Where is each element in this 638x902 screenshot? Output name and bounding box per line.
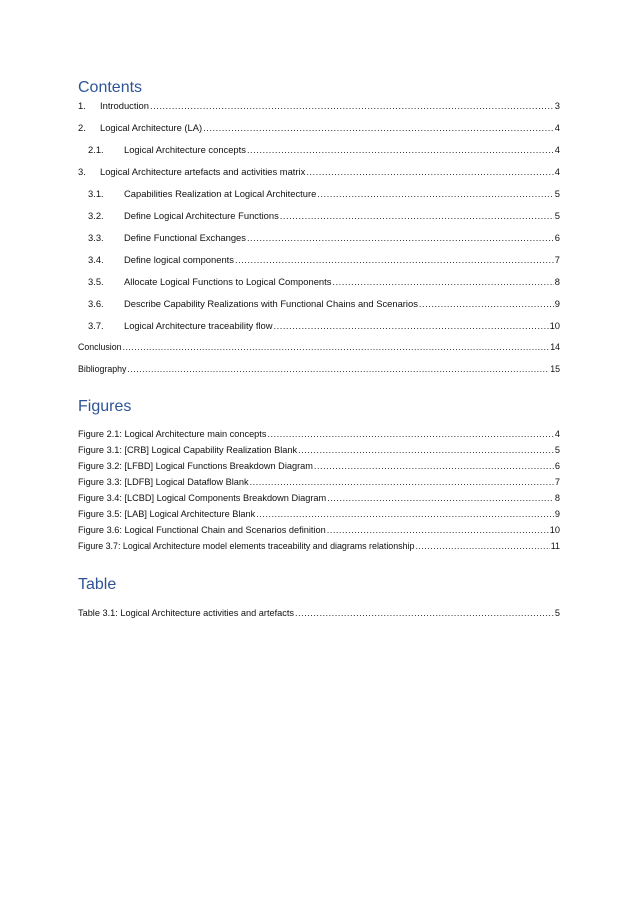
dot-leader — [306, 166, 553, 177]
dot-leader — [150, 100, 554, 111]
toc-page-number: 7 — [554, 254, 560, 265]
figure-entry[interactable] — [78, 524, 560, 536]
figure-title: Figure 3.6: Logical Functional Chain and Scenarios definition — [78, 525, 326, 535]
toc-number: 3.2. — [88, 210, 104, 221]
toc-number: 3.4. — [88, 254, 104, 265]
dot-leader — [314, 460, 554, 472]
toc-title: Logical Architecture traceability flow — [124, 320, 273, 331]
toc-title: Define Logical Architecture Functions — [124, 210, 279, 221]
toc-page-number: 8 — [554, 276, 560, 287]
dot-leader — [250, 476, 554, 488]
toc-page-number: 10 — [549, 320, 560, 331]
toc-number: 3.5. — [88, 276, 104, 287]
figure-title: Figure 3.3: [LDFB] Logical Dataflow Blank — [78, 477, 249, 487]
dot-leader — [123, 342, 550, 353]
toc-entry[interactable] — [78, 276, 560, 287]
toc-number: 2. — [78, 122, 86, 133]
toc-title: Bibliography — [78, 364, 127, 374]
dot-leader — [247, 232, 554, 243]
toc-page-number: 15 — [550, 364, 560, 374]
toc-page-number: 5 — [554, 210, 560, 221]
toc-title: Logical Architecture artefacts and activities matrix — [100, 166, 306, 177]
figure-title: Figure 3.4: [LCBD] Logical Components Breakdown Diagram — [78, 493, 327, 503]
toc-entry[interactable] — [78, 144, 560, 155]
toc-number: 3.7. — [88, 320, 104, 331]
dot-leader — [317, 188, 553, 199]
dot-leader — [327, 524, 549, 536]
toc-title: Conclusion — [78, 342, 122, 352]
figure-title: Figure 2.1: Logical Architecture main concepts — [78, 429, 267, 439]
dot-leader — [247, 144, 554, 155]
toc-page-number: 3 — [554, 100, 560, 111]
toc-page-number: 4 — [554, 122, 560, 133]
toc-entry[interactable] — [78, 298, 560, 309]
figure-title: Figure 3.2: [LFBD] Logical Functions Breakdown Diagram — [78, 461, 313, 471]
dot-leader — [298, 444, 554, 456]
figure-page-number: 9 — [554, 509, 560, 519]
toc-number: 3.3. — [88, 232, 104, 243]
toc-title: Define Functional Exchanges — [124, 232, 246, 243]
toc-number: 3. — [78, 166, 86, 177]
toc-page-number: 5 — [554, 188, 560, 199]
figure-entry[interactable] — [78, 476, 560, 488]
dot-leader — [280, 210, 554, 221]
figure-entry[interactable] — [78, 508, 560, 520]
figure-page-number: 11 — [550, 541, 560, 551]
table-title: Table 3.1: Logical Architecture activities and artefacts — [78, 608, 295, 618]
figures-heading: Figures — [78, 398, 132, 415]
toc-title: Logical Architecture (LA) — [100, 122, 203, 133]
dot-leader — [256, 508, 554, 520]
dot-leader — [274, 320, 549, 331]
table-page-number: 5 — [554, 608, 560, 618]
figure-entry[interactable] — [78, 460, 560, 472]
toc-entry[interactable] — [78, 210, 560, 221]
dot-leader — [332, 276, 553, 287]
dot-leader — [419, 298, 554, 309]
figure-entry[interactable] — [78, 444, 560, 456]
figure-page-number: 10 — [549, 525, 560, 535]
toc-page-number: 14 — [550, 342, 560, 352]
toc-entry[interactable] — [78, 320, 560, 331]
figure-page-number: 6 — [554, 461, 560, 471]
dot-leader — [295, 607, 554, 619]
toc-title: Describe Capability Realizations with Functional Chains and Scenarios — [124, 298, 418, 309]
dot-leader — [203, 122, 554, 133]
toc-page-number: 6 — [554, 232, 560, 243]
dot-leader — [235, 254, 554, 265]
dot-leader — [267, 428, 553, 440]
toc-entry[interactable] — [78, 166, 560, 177]
figure-title: Figure 3.7: Logical Architecture model elements traceability and diagrams relationship — [78, 541, 415, 551]
toc-title: Introduction — [100, 100, 149, 111]
toc-entry[interactable] — [78, 232, 560, 243]
contents-heading: Contents — [78, 79, 143, 96]
figure-entry[interactable] — [78, 492, 560, 504]
toc-title: Capabilities Realization at Logical Architecture — [124, 188, 317, 199]
dot-leader — [127, 364, 549, 375]
dot-leader — [415, 540, 549, 552]
toc-title: Define logical components — [124, 254, 234, 265]
figure-title: Figure 3.5: [LAB] Logical Architecture Blank — [78, 509, 256, 519]
toc-entry[interactable] — [78, 342, 560, 353]
figure-page-number: 7 — [554, 477, 560, 487]
toc-title: Logical Architecture concepts — [124, 144, 246, 155]
toc-number: 2.1. — [88, 144, 104, 155]
toc-number: 1. — [78, 100, 86, 111]
tables-heading: Table — [78, 576, 117, 593]
toc-page-number: 4 — [554, 166, 560, 177]
table-entry[interactable] — [78, 607, 560, 619]
figure-title: Figure 3.1: [CRB] Logical Capability Realization Blank — [78, 445, 298, 455]
toc-entry[interactable] — [78, 122, 560, 133]
toc-entry[interactable] — [78, 188, 560, 199]
dot-leader — [327, 492, 554, 504]
figure-page-number: 5 — [554, 445, 560, 455]
figure-page-number: 4 — [554, 429, 560, 439]
toc-title: Allocate Logical Functions to Logical Components — [124, 276, 332, 287]
toc-page-number: 9 — [554, 298, 560, 309]
toc-entry[interactable] — [78, 364, 560, 375]
toc-number: 3.1. — [88, 188, 104, 199]
toc-number: 3.6. — [88, 298, 104, 309]
figure-entry[interactable] — [78, 428, 560, 440]
toc-entry[interactable] — [78, 254, 560, 265]
figure-entry[interactable] — [78, 540, 560, 552]
toc-entry[interactable] — [78, 100, 560, 111]
toc-page-number: 4 — [554, 144, 560, 155]
figure-page-number: 8 — [554, 493, 560, 503]
